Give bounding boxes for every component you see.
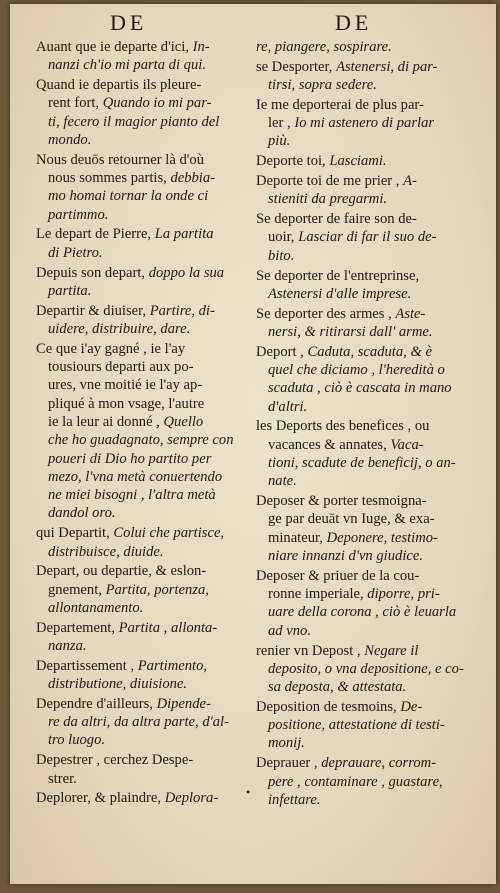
dictionary-entry: Auant que ie departe d'ici, In- nanzi ch'io mi parta di qui. — [36, 39, 210, 74]
dictionary-entry: Depuis son depart, doppo la sua partita. — [36, 264, 225, 299]
dictionary-entry: Se deporter des armes , Aste- nersi, & ritirarsi dall' arme. — [256, 305, 433, 340]
dictionary-entry: Depestrer , cerchez Despe- strer. — [36, 752, 194, 787]
dictionary-entry: Ie me deporterai de plus par- ler , Io mi astenero di parlar più. — [256, 96, 435, 150]
dictionary-entry: qui Departit, Colui che partisce, distribuisce, diuide. — [36, 525, 225, 560]
dictionary-entry: Deporte toi de me prier , A- stieniti da pregarmi. — [256, 173, 417, 208]
dictionary-entry: re, piangere, sospirare. — [256, 39, 392, 55]
dictionary-entry: Deporte toi, Lasciami. — [256, 153, 387, 170]
dictionary-entry: Deport , Caduta, scaduta, & è quel che diciamo , l'heredità o scaduta , ciò è cascata in mano d'altri. — [256, 343, 452, 415]
book-page — [10, 4, 496, 884]
dictionary-entry: Departir & diuiser, Partire, di- uidere, distribuire, dare. — [36, 302, 215, 337]
dictionary-entry: Depart, ou departie, & eslon- gnement, Partita, portenza, allontanamento. — [36, 563, 209, 616]
left-column — [36, 38, 251, 809]
dictionary-entry: Ce que i'ay gagné , ie l'ay tousiours departi aux po- ures, vne moitié ie l'ay ap- pliqué à mon vsage, l'autre ie la leur ai donné , Quello che ho guadagnato, sempre con poueri di Dio ho partito per mezo, l'vna metà conuertendo ne miei bisogni , l'altra metà dandol oro. — [36, 340, 234, 522]
running-header-right: DE — [335, 10, 373, 35]
dictionary-entry: Deplorer, & plaindre, Deplora- — [36, 790, 219, 807]
dictionary-entry: Se deporter de l'entreprinse, Astenersi d'alle imprese. — [256, 267, 420, 302]
right-column — [256, 38, 468, 811]
page-bottom-mark: • — [246, 785, 251, 799]
dictionary-entry: Le depart de Pierre, La partita di Pietro. — [36, 226, 214, 261]
dictionary-entry: renier vn Depost , Negare il deposito, o vna depositione, e co- sa deposta, & attestata. — [256, 642, 464, 696]
dictionary-entry: Departissement , Partimento, distributione, diuisione. — [36, 657, 208, 693]
dictionary-entry: Deprauer , deprauare, corrom- pere , contaminare , guastare, infettare. — [256, 755, 443, 808]
dictionary-entry: Nous deuōs retourner là d'où nous sommes partis, debbia- mo homai tornar la onde ci partimmo. — [36, 151, 216, 223]
dictionary-entry: Se deporter de faire son de- uoir, Lasciar di far il suo de- bito. — [256, 211, 437, 264]
dictionary-entry: Departement, Partita , allonta- nanza. — [36, 619, 218, 654]
dictionary-entry: Dependre d'ailleurs, Dipende- re da altri, da altra parte, d'al- tro luogo. — [36, 695, 229, 749]
dictionary-entry: les Deports des benefices , ou vacances & annates, Vaca- tioni, scadute de beneficij, o an- nate. — [256, 418, 456, 490]
running-header-left: DE — [110, 10, 148, 35]
dictionary-entry: Deposition de tesmoins, De- positione, attestatione di testi- monij. — [256, 698, 445, 752]
dictionary-entry: Deposer & priuer de la cou- ronne imperiale, diporre, pri- uare della corona , ciò è leuarla ad vno. — [256, 567, 457, 639]
dictionary-entry: Quand ie departis ils pleure- rent fort, Quando io mi par- ti, fecero il magior pianto del mondo. — [36, 77, 220, 148]
dictionary-entry: Deposer & porter tesmoigna- ge par deuāt vn Iuge, & exa- minateur, Deponere, testimo- niare innanzi d'vn giudice. — [256, 493, 438, 565]
dictionary-entry: se Desporter, Astenersi, di par- tirsi, sopra sedere. — [256, 58, 438, 94]
